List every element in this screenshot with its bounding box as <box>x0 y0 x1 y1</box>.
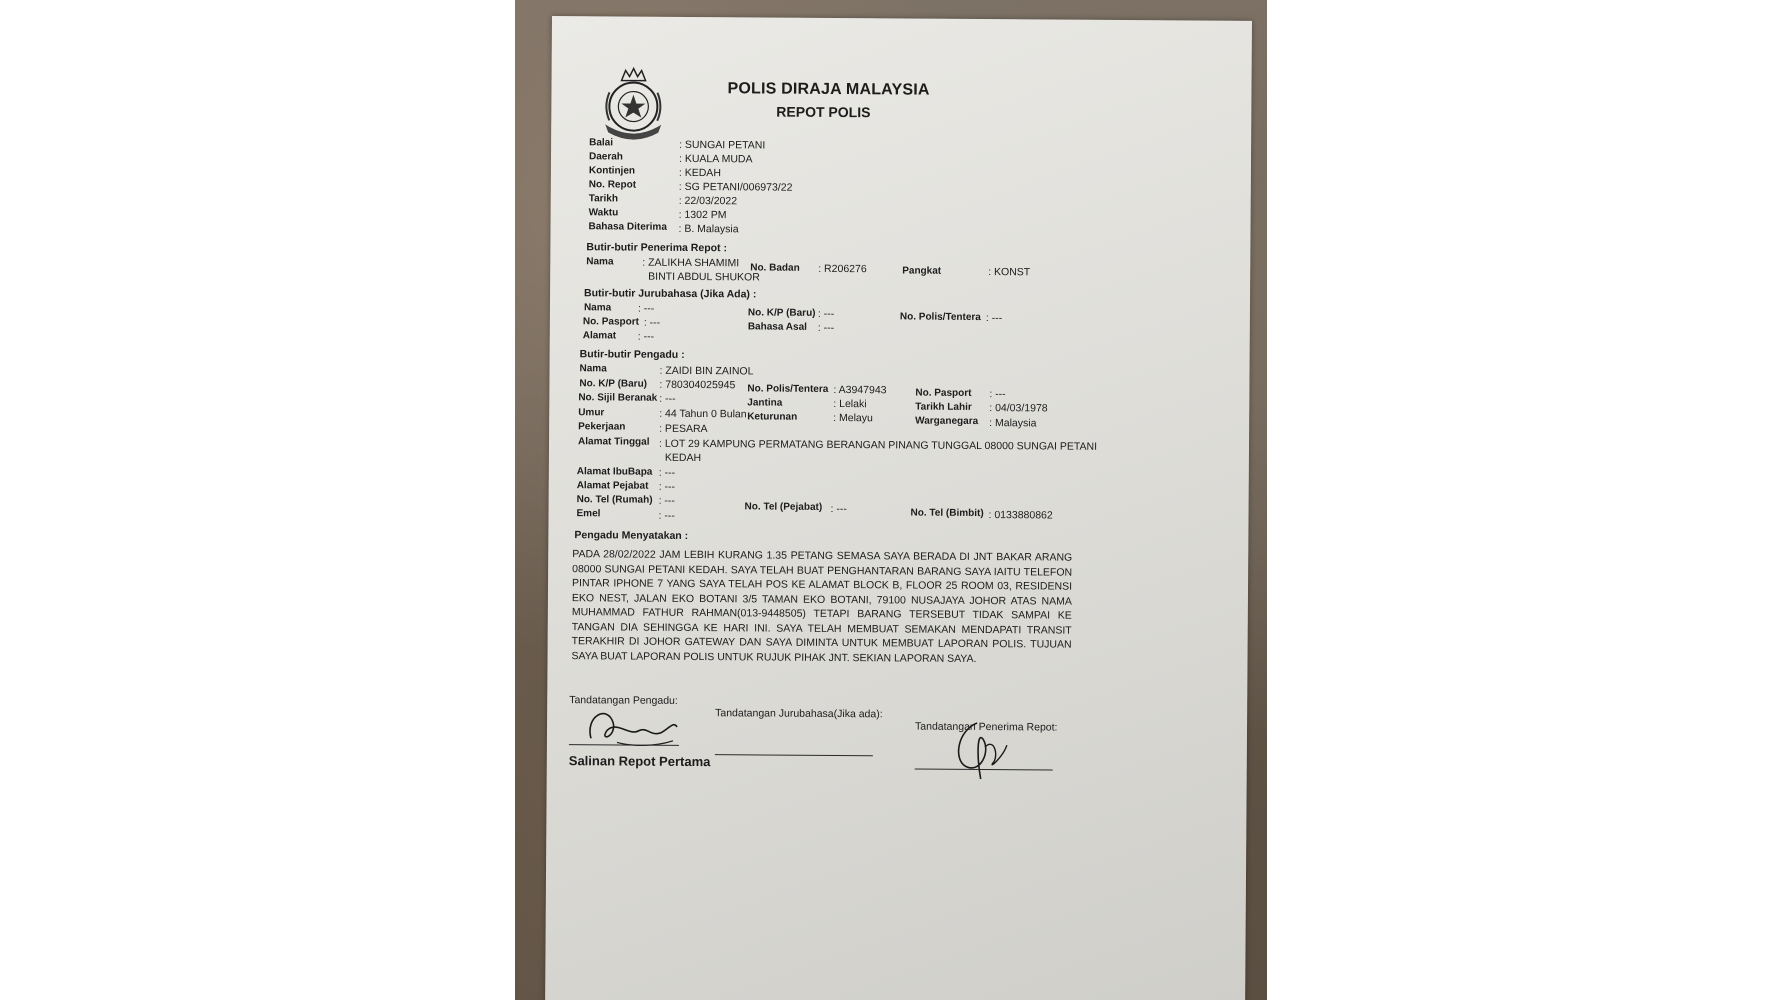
pengadu-nama-value: : ZAIDI BIN ZAINOL <box>659 364 754 378</box>
field-value-tarikh: : 22/03/2022 <box>678 194 738 208</box>
pengadu-ibubapa-value: : --- <box>658 466 676 479</box>
pengadu-ibubapa-label: Alamat IbuBapa <box>576 466 653 478</box>
pengadu-warga-label: Warganegara <box>915 415 979 427</box>
pengadu-polis-label: No. Polis/Tentera <box>747 383 829 395</box>
signature-jurubahasa-label: Tandatangan Jurubahasa(Jika ada): <box>715 707 883 721</box>
signature-penerima-label: Tandatangan Penerima Repot: <box>915 720 1058 734</box>
section-jurubahasa: Butir-butir Jurubahasa (Jika Ada) : <box>584 287 757 301</box>
field-value-kontinjen: : KEDAH <box>678 166 721 180</box>
pengadu-pejabat-value: : --- <box>658 480 676 493</box>
jurubahasa-kp-label: No. K/P (Baru) <box>747 307 816 319</box>
pengadu-tinggal-value: : LOT 29 KAMPUNG PERMATANG BERANGAN PINANG TUNGGAL 08000 SUNGAI PETANI <box>658 437 1098 453</box>
field-value-no-repot: : SG PETANI/006973/22 <box>678 180 793 194</box>
pengadu-pasport-label: No. Pasport <box>915 387 972 399</box>
document-org-title: POLIS DIRAJA MALAYSIA <box>727 80 930 99</box>
penerima-nama-value-line2: BINTI ABDUL SHUKOR <box>648 270 760 284</box>
pengadu-telpejabat-value: : --- <box>830 502 847 516</box>
penerima-pangkat-value: : KONST <box>988 266 1031 279</box>
pengadu-pasport-value: : --- <box>989 388 1006 401</box>
jurubahasa-pasport-label: No. Pasport <box>582 316 640 328</box>
pengadu-jantina-value: : Lelaki <box>833 397 867 411</box>
jurubahasa-bahasa-value: : --- <box>817 321 835 334</box>
pengadu-kerja-label: Pekerjaan <box>578 421 626 433</box>
section-pengadu: Butir-butir Pengadu : <box>579 348 685 361</box>
jurubahasa-pasport-value: : --- <box>643 316 661 329</box>
jurubahasa-nama-value: : --- <box>637 302 655 315</box>
document-copy-footer: Salinan Repot Pertama <box>568 753 711 770</box>
pengadu-keturunan-value: : Melayu <box>833 411 873 425</box>
pengadu-telrumah-label: No. Tel (Rumah) <box>576 494 653 506</box>
jurubahasa-kp-value: : --- <box>817 307 835 320</box>
field-label-tarikh: Tarikh <box>588 193 619 205</box>
police-report-document <box>545 16 1252 1000</box>
field-label-kontinjen: Kontinjen <box>588 165 636 177</box>
pengadu-keturunan-label: Keturunan <box>747 411 798 423</box>
pengadu-emel-label: Emel <box>576 508 601 520</box>
pengadu-lahir-label: Tarikh Lahir <box>915 401 972 413</box>
pengadu-polis-value: : A3947943 <box>833 383 887 397</box>
field-label-daerah: Daerah <box>588 151 623 163</box>
pengadu-umur-value: : 44 Tahun 0 Bulan <box>659 407 747 421</box>
pengadu-tinggal-value-line2: KEDAH <box>664 451 702 465</box>
field-label-no-repot: No. Repot <box>588 179 637 191</box>
signature-pengadu-label: Tandatangan Pengadu: <box>569 694 678 707</box>
pengadu-warga-value: : Malaysia <box>989 417 1037 430</box>
field-label-bahasa: Bahasa Diterima <box>588 221 667 233</box>
police-crest-logo <box>595 62 672 145</box>
pengadu-sijil-label: No. Sijil Beranak <box>578 392 658 404</box>
jurubahasa-nama-label: Nama <box>583 302 612 314</box>
statement-label: Pengadu Menyatakan : <box>574 529 689 542</box>
penerima-pangkat-label: Pangkat <box>902 265 942 277</box>
penerima-badan-label: No. Badan <box>750 262 800 274</box>
pengadu-umur-label: Umur <box>578 407 605 419</box>
signature-penerima-mark <box>947 717 1017 787</box>
field-value-balai: : SUNGAI PETANI <box>679 138 766 152</box>
photo-background <box>515 0 1267 1000</box>
field-value-waktu: : 1302 PM <box>678 208 727 222</box>
pengadu-kerja-value: : PESARA <box>659 422 708 436</box>
field-label-balai: Balai <box>589 137 614 149</box>
pengadu-kp-label: No. K/P (Baru) <box>579 378 648 390</box>
pengadu-kp-value: : 780304025945 <box>659 378 736 392</box>
penerima-nama-value: : ZALIKHA SHAMIMI <box>642 256 740 270</box>
signature-pengadu-mark <box>577 696 687 757</box>
pengadu-telpejabat-label: No. Tel (Pejabat) <box>744 501 823 513</box>
pengadu-telrumah-value: : --- <box>658 494 675 507</box>
penerima-nama-label: Nama <box>586 256 614 268</box>
jurubahasa-bahasa-label: Bahasa Asal <box>747 321 807 333</box>
document-type-title: REPOT POLIS <box>776 103 871 121</box>
penerima-badan-value: : R206276 <box>818 262 867 276</box>
pengadu-sijil-value: : --- <box>659 392 676 405</box>
jurubahasa-alamat-label: Alamat <box>582 330 617 342</box>
pengadu-telbimbit-value: : 0133880862 <box>988 509 1053 522</box>
pengadu-emel-value: : --- <box>658 509 675 522</box>
signature-jurubahasa-line <box>715 754 873 756</box>
field-label-waktu: Waktu <box>588 207 619 219</box>
pengadu-nama-label: Nama <box>579 363 607 375</box>
pengadu-lahir-value: : 04/03/1978 <box>989 402 1048 415</box>
field-value-bahasa: : B. Malaysia <box>678 222 739 236</box>
field-value-daerah: : KUALA MUDA <box>678 152 753 166</box>
pengadu-tinggal-label: Alamat Tinggal <box>577 436 650 448</box>
jurubahasa-polis-value: : --- <box>985 312 1003 325</box>
section-penerima: Butir-butir Penerima Repot : <box>586 241 728 255</box>
jurubahasa-alamat-value: : --- <box>637 330 655 343</box>
pengadu-jantina-label: Jantina <box>747 397 783 409</box>
jurubahasa-polis-label: No. Polis/Tentera <box>899 311 981 324</box>
pengadu-pejabat-label: Alamat Pejabat <box>576 480 649 492</box>
pengadu-telbimbit-label: No. Tel (Bimbit) <box>910 507 984 520</box>
statement-text: PADA 28/02/2022 JAM LEBIH KURANG 1.35 PETANG SEMASA SAYA BERADA DI JNT BAKAR ARANG 08000 SUNGAI PETANI KEDAH. SAYA TELAH BUAT PENGHANTARAN BARANG SAYA IAITU TELEFON PINTAR IPHONE 7 YANG SAYA TELAH POS KE ALAMAT BLOCK B, FLOOR 25 ROOM 03, RESIDENSI EKO NEST, JALAN EKO BOTANI 3/5 TAMAN EKO BOTANI, 79100 NUSAJAYA JOHOR ATAS NAMA MUHAMMAD FATHUR RAHMAN(013-9448505) TETAPI BARANG TERSEBUT TIDAK SAMPAI KE TANGAN DIA SEHINGGA KE HARI INI. SAYA TELAH MEMBUAT SEMAKAN MENDAPATI TRANSIT TERAKHIR DI JOHOR GATEWAY DAN SAYA DIMINTA UNTUK MEMBUAT LAPORAN POLIS. TUJUAN SAYA BUAT LAPORAN POLIS UNTUK RUJUK PIHAK JNT. SEKIAN LAPORAN SAYA. <box>571 548 1073 665</box>
